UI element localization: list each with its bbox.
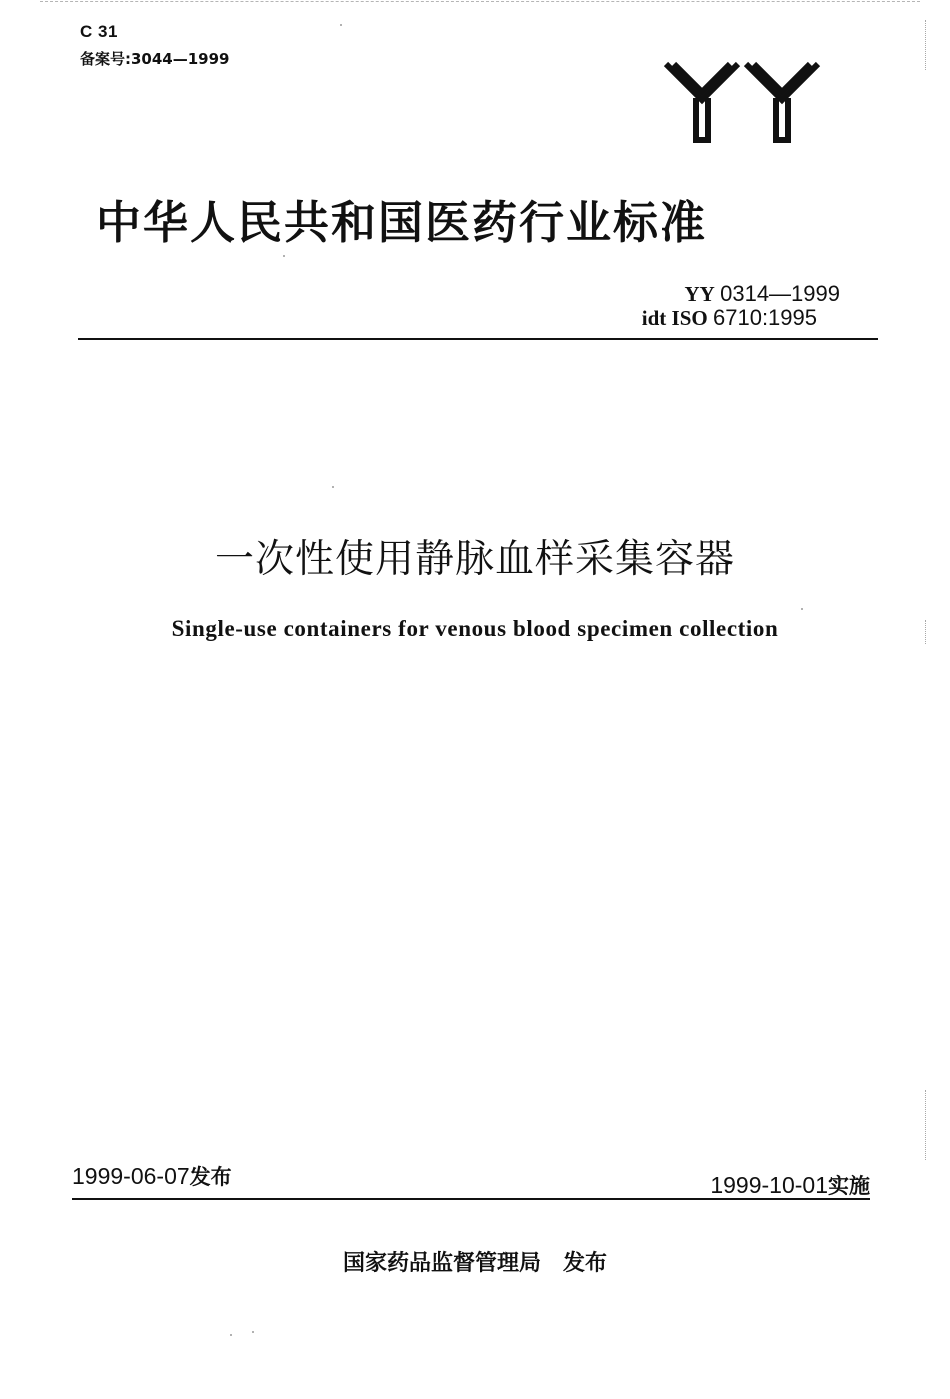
- header-divider: [78, 338, 878, 340]
- scan-speck: [801, 608, 803, 610]
- scan-border-right: [925, 1090, 926, 1160]
- scan-speck: [332, 486, 334, 488]
- issue-date-label: 发布: [189, 1165, 232, 1189]
- issue-date-value: 1999-06-07: [72, 1163, 190, 1189]
- filing-number: 备案号:3044—1999: [80, 50, 230, 68]
- document-title-english: Single-use containers for venous blood specimen collection: [171, 616, 779, 641]
- scan-speck: [283, 255, 285, 257]
- standard-number: [685, 281, 840, 307]
- implementation-date: [710, 1170, 870, 1200]
- footer-divider: [72, 1198, 870, 1200]
- document-title-chinese: 一次性使用静脉血样采集容器: [214, 537, 735, 582]
- standard-prefix: YY: [684, 282, 715, 306]
- issuer-action: 发布: [563, 1251, 608, 1276]
- issue-date: [72, 1161, 232, 1191]
- scan-speck: [252, 1331, 254, 1333]
- equivalent-iso-standard: [642, 305, 817, 331]
- scan-speck: [340, 24, 342, 26]
- issuer-name: 国家药品监督管理局: [342, 1251, 541, 1276]
- industry-standard-header: 中华人民共和国医药行业标准: [96, 196, 708, 249]
- yy-logo: [662, 56, 822, 146]
- iso-prefix: idt ISO: [641, 306, 708, 330]
- implementation-date-value: 1999-10-01: [710, 1172, 828, 1198]
- scan-speck: [230, 1334, 232, 1336]
- ccs-classification-code: C 31: [80, 22, 118, 41]
- implementation-date-label: 实施: [828, 1174, 870, 1198]
- scan-border-right: [925, 20, 926, 70]
- issuing-authority: [0, 1246, 950, 1277]
- iso-code: 6710:1995: [713, 305, 817, 330]
- scan-border-top: [40, 1, 920, 2]
- standard-code: 0314—1999: [720, 281, 840, 306]
